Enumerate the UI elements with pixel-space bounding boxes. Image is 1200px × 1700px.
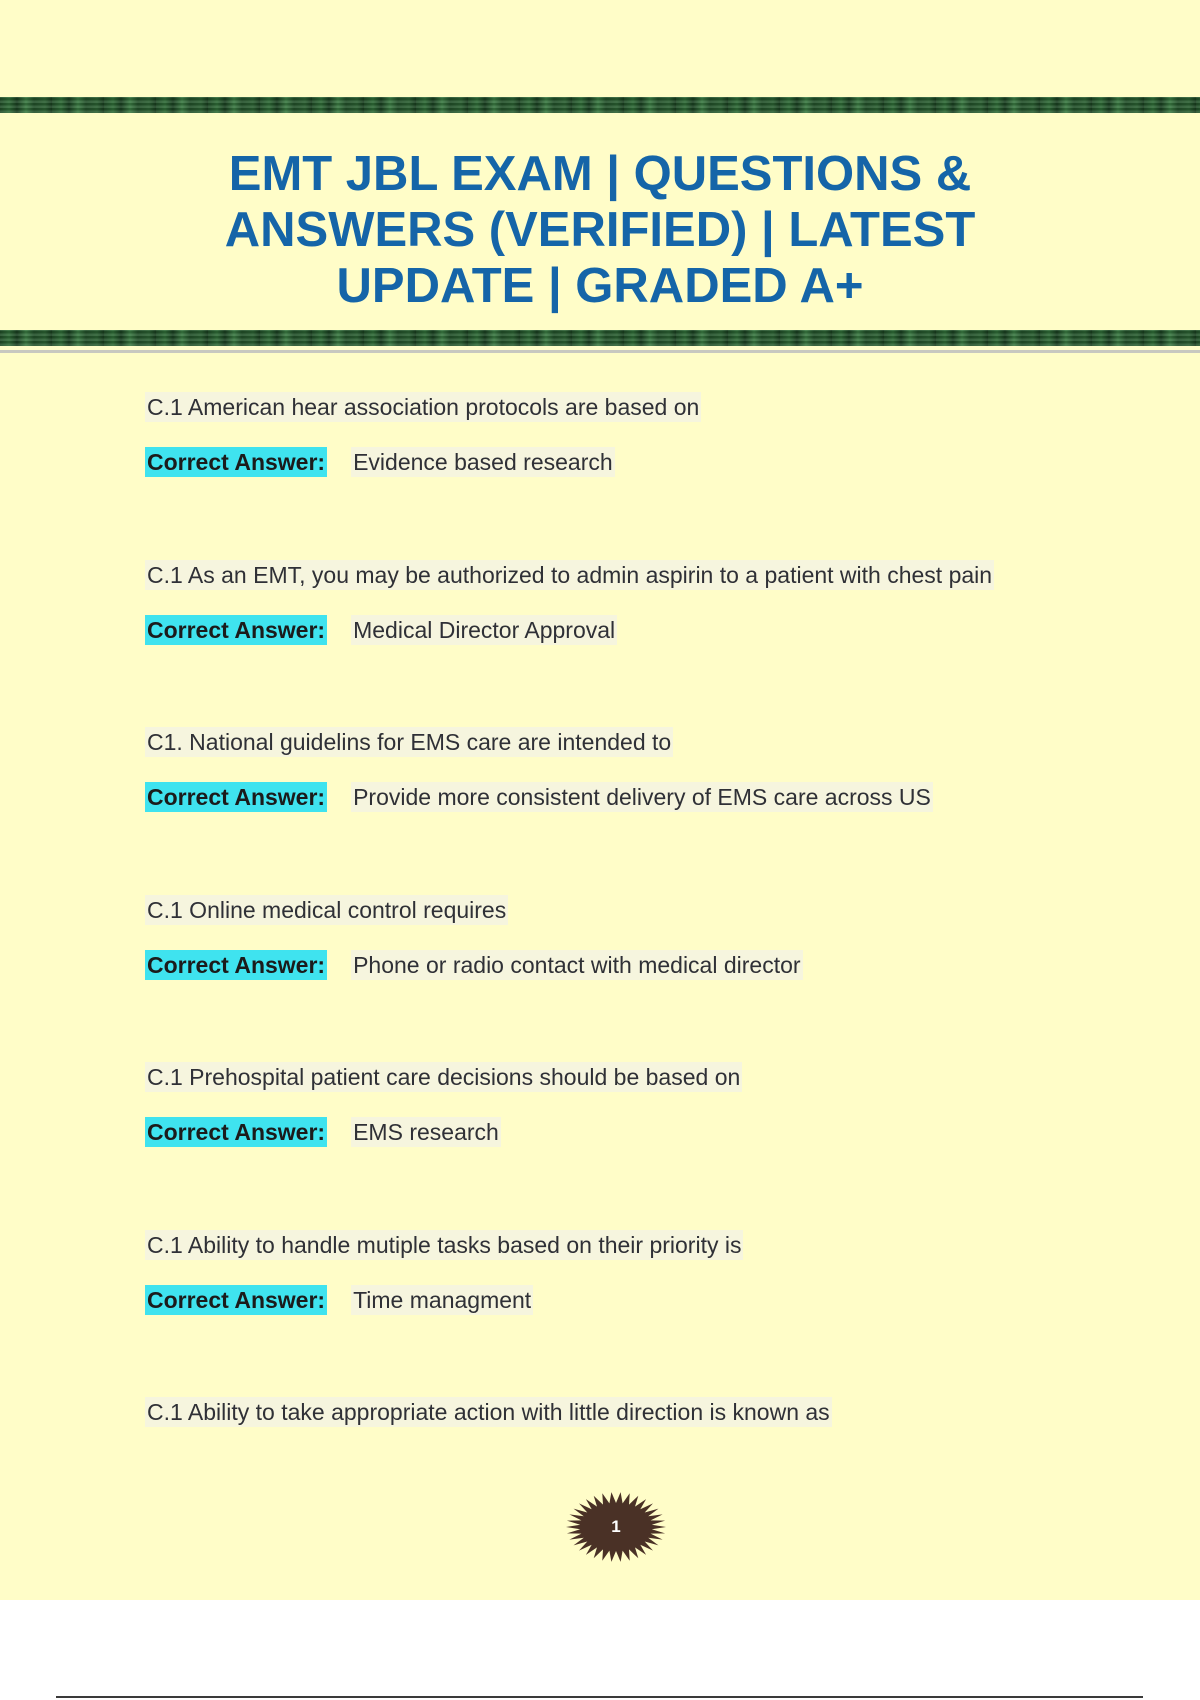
header-band-top [0, 97, 1200, 113]
correct-answer-label: Correct Answer: [147, 616, 326, 643]
answer-text: Phone or radio contact with medical director [353, 951, 801, 978]
qa-item [145, 1062, 1095, 1230]
answer-text: EMS research [353, 1119, 499, 1145]
page-number: 1 [611, 1517, 621, 1536]
document-title: EMT JBL EXAM | QUESTIONS & ANSWERS (VERIFIED) | LATEST UPDATE | GRADED A+ [224, 147, 976, 313]
qa-list [145, 392, 1095, 1565]
question-text: C.1 American hear association protocols are based on [147, 394, 700, 420]
answer-row [145, 782, 1095, 812]
qa-item [145, 1230, 1095, 1398]
answer-text: Time managment [353, 1286, 532, 1313]
answer-row [145, 1117, 1095, 1147]
question-text: C.1 Prehospital patient care decisions should be based on [147, 1064, 741, 1090]
question-text: C.1 Ability to handle mutiple tasks based on their priority is [147, 1231, 742, 1258]
header-band-bottom [0, 330, 1200, 346]
header-divider [0, 350, 1200, 353]
question-text: C.1 Ability to take appropriate action with little direction is known as [147, 1399, 830, 1425]
answer-text: Medical Director Approval [353, 616, 616, 643]
answer-text: Provide more consistent delivery of EMS care across US [353, 784, 931, 810]
qa-item [145, 392, 1095, 560]
correct-answer-label: Correct Answer: [147, 951, 326, 978]
answer-row [145, 1285, 1095, 1315]
answer-text: Evidence based research [353, 449, 613, 475]
question-text: C.1 As an EMT, you may be authorized to admin aspirin to a patient with chest pain [147, 561, 993, 588]
question-text: C1. National guidelins for EMS care are intended to [147, 729, 672, 755]
correct-answer-label: Correct Answer: [147, 1286, 326, 1313]
correct-answer-label: Correct Answer: [147, 1119, 326, 1145]
qa-item [145, 560, 1095, 728]
qa-item [145, 727, 1095, 895]
footer-rule [56, 1696, 1143, 1698]
correct-answer-label: Correct Answer: [147, 784, 326, 810]
page-number-badge [564, 1491, 668, 1563]
answer-row [145, 615, 1095, 645]
qa-item [145, 895, 1095, 1063]
correct-answer-label: Correct Answer: [147, 449, 326, 475]
answer-row [145, 950, 1095, 980]
question-text: C.1 Online medical control requires [147, 896, 507, 923]
answer-row [145, 447, 1095, 477]
